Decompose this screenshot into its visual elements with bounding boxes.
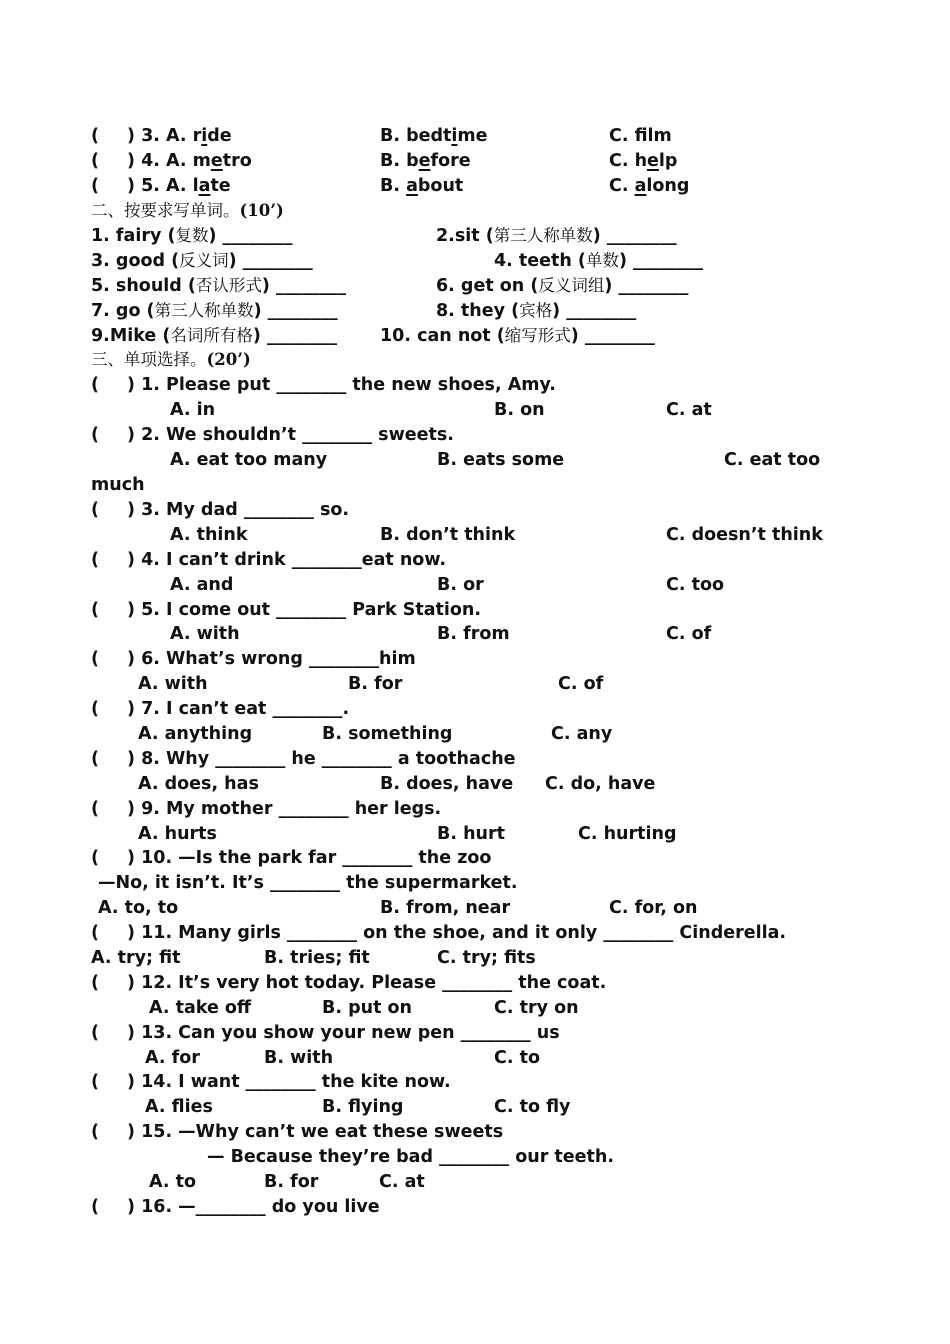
q12-option-a: A. take off: [149, 998, 252, 1018]
section-3-heading: 三、单项选择。(20’): [91, 350, 251, 369]
paren: (: [91, 923, 99, 943]
question-9: ) 9. My mother ________ her legs.: [127, 799, 442, 819]
q9-option-a: A. hurts: [138, 824, 217, 844]
paren: (: [91, 176, 99, 196]
paren: (: [91, 1197, 99, 1217]
q2-option-b: B. eats some: [437, 450, 565, 470]
question-2: ) 2. We shouldn’t ________ sweets.: [127, 425, 454, 445]
q4-option-c: C. too: [666, 575, 724, 595]
word-item-4: 4. teeth (单数) ________: [494, 251, 704, 271]
phonics-q3-c: C. film: [609, 126, 672, 146]
q10-option-a: A. to, to: [98, 898, 179, 918]
q13-option-a: A. for: [145, 1048, 200, 1068]
q11-option-a: A. try; fit: [91, 948, 181, 968]
question-5: ) 5. I come out ________ Park Station.: [127, 600, 482, 620]
word-item-9: 9.Mike (名词所有格) ________: [91, 326, 337, 346]
question-7: ) 7. I can’t eat ________.: [127, 699, 350, 719]
q12-option-b: B. put on: [322, 998, 413, 1018]
paren: (: [91, 848, 99, 868]
paren: (: [91, 699, 99, 719]
q5-option-c: C. of: [666, 624, 712, 644]
q5-option-a: A. with: [170, 624, 240, 644]
question-10-reply: —No, it isn’t. It’s ________ the supermarket.: [98, 873, 518, 893]
paren: (: [91, 375, 99, 395]
question-10: ) 10. —Is the park far ________ the zoo: [127, 848, 492, 868]
q6-option-b: B. for: [348, 674, 403, 694]
q11-option-b: B. tries; fit: [264, 948, 370, 968]
q8-option-c: C. do, have: [545, 774, 656, 794]
q13-option-c: C. to: [494, 1048, 540, 1068]
q15-option-a: A. to: [149, 1172, 196, 1192]
paren: (: [91, 1072, 99, 1092]
question-11: ) 11. Many girls ________ on the shoe, and it only ________ Cinderella.: [127, 923, 787, 943]
phonics-q5-c: C. along: [609, 176, 690, 196]
word-item-1: 1. fairy (复数) ________: [91, 226, 293, 246]
word-item-7: 7. go (第三人称单数) ________: [91, 301, 338, 321]
paren: (: [91, 749, 99, 769]
word-item-5: 5. should (否认形式) ________: [91, 276, 346, 296]
q15-option-b: B. for: [264, 1172, 319, 1192]
phonics-q5-b: B. about: [380, 176, 464, 196]
paren: (: [91, 425, 99, 445]
q7-option-a: A. anything: [138, 724, 253, 744]
paren: (: [91, 799, 99, 819]
word-item-3: 3. good (反义词) ________: [91, 251, 313, 271]
q4-option-a: A. and: [170, 575, 234, 595]
q3-option-a: A. think: [170, 525, 248, 545]
paren: (: [91, 1023, 99, 1043]
q8-option-b: B. does, have: [380, 774, 514, 794]
q6-option-a: A. with: [138, 674, 208, 694]
phonics-q5: ) 5. A. late: [127, 176, 231, 196]
paren: (: [91, 649, 99, 669]
q3-option-b: B. don’t think: [380, 525, 516, 545]
word-item-8: 8. they (宾格) ________: [436, 301, 637, 321]
word-item-2: 2.sit (第三人称单数) ________: [436, 226, 677, 246]
phonics-q3: ) 3. A. ride: [127, 126, 232, 146]
question-16: ) 16. —________ do you live: [127, 1197, 380, 1217]
q9-option-c: C. hurting: [578, 824, 677, 844]
word-item-6: 6. get on (反义词组) ________: [436, 276, 689, 296]
section-2-heading: 二、按要求写单词。(10’): [91, 201, 284, 220]
q14-option-c: C. to fly: [494, 1097, 571, 1117]
q6-option-c: C. of: [558, 674, 604, 694]
q2-option-a: A. eat too many: [170, 450, 328, 470]
question-15: ) 15. —Why can’t we eat these sweets: [127, 1122, 504, 1142]
phonics-q4: ) 4. A. metro: [127, 151, 252, 171]
q5-option-b: B. from: [437, 624, 510, 644]
phonics-q3-b: B. bedtime: [380, 126, 488, 146]
question-13: ) 13. Can you show your new pen ________ us: [127, 1023, 560, 1043]
q7-option-b: B. something: [322, 724, 453, 744]
question-1: ) 1. Please put ________ the new shoes, Amy.: [127, 375, 556, 395]
word-item-10: 10. can not (缩写形式) ________: [380, 326, 655, 346]
q10-option-c: C. for, on: [609, 898, 698, 918]
question-6: ) 6. What’s wrong ________him: [127, 649, 416, 669]
q1-option-c: C. at: [666, 400, 712, 420]
question-4: ) 4. I can’t drink ________eat now.: [127, 550, 447, 570]
phonics-q4-c: C. help: [609, 151, 678, 171]
question-14: ) 14. I want ________ the kite now.: [127, 1072, 451, 1092]
question-8: ) 8. Why ________ he ________ a toothache: [127, 749, 516, 769]
q14-option-a: A. flies: [145, 1097, 213, 1117]
q2-option-c: C. eat too: [724, 450, 821, 470]
q14-option-b: B. flying: [322, 1097, 404, 1117]
paren: (: [91, 1122, 99, 1142]
paren: (: [91, 600, 99, 620]
q10-option-b: B. from, near: [380, 898, 511, 918]
q2-option-c-wrap: much: [91, 475, 145, 495]
q8-option-a: A. does, has: [138, 774, 259, 794]
q3-option-c: C. doesn’t think: [666, 525, 823, 545]
q11-option-c: C. try; fits: [437, 948, 536, 968]
q7-option-c: C. any: [551, 724, 613, 744]
q9-option-b: B. hurt: [437, 824, 505, 844]
q12-option-c: C. try on: [494, 998, 579, 1018]
paren: (: [91, 151, 99, 171]
paren: (: [91, 126, 99, 146]
paren: (: [91, 550, 99, 570]
question-12: ) 12. It’s very hot today. Please ________ the coat.: [127, 973, 607, 993]
phonics-q4-b: B. before: [380, 151, 471, 171]
q4-option-b: B. or: [437, 575, 484, 595]
question-3: ) 3. My dad ________ so.: [127, 500, 350, 520]
q1-option-a: A. in: [170, 400, 216, 420]
q13-option-b: B. with: [264, 1048, 334, 1068]
paren: (: [91, 973, 99, 993]
q1-option-b: B. on: [494, 400, 545, 420]
paren: (: [91, 500, 99, 520]
q15-option-c: C. at: [379, 1172, 425, 1192]
question-15-reply: — Because they’re bad ________ our teeth.: [207, 1147, 614, 1167]
